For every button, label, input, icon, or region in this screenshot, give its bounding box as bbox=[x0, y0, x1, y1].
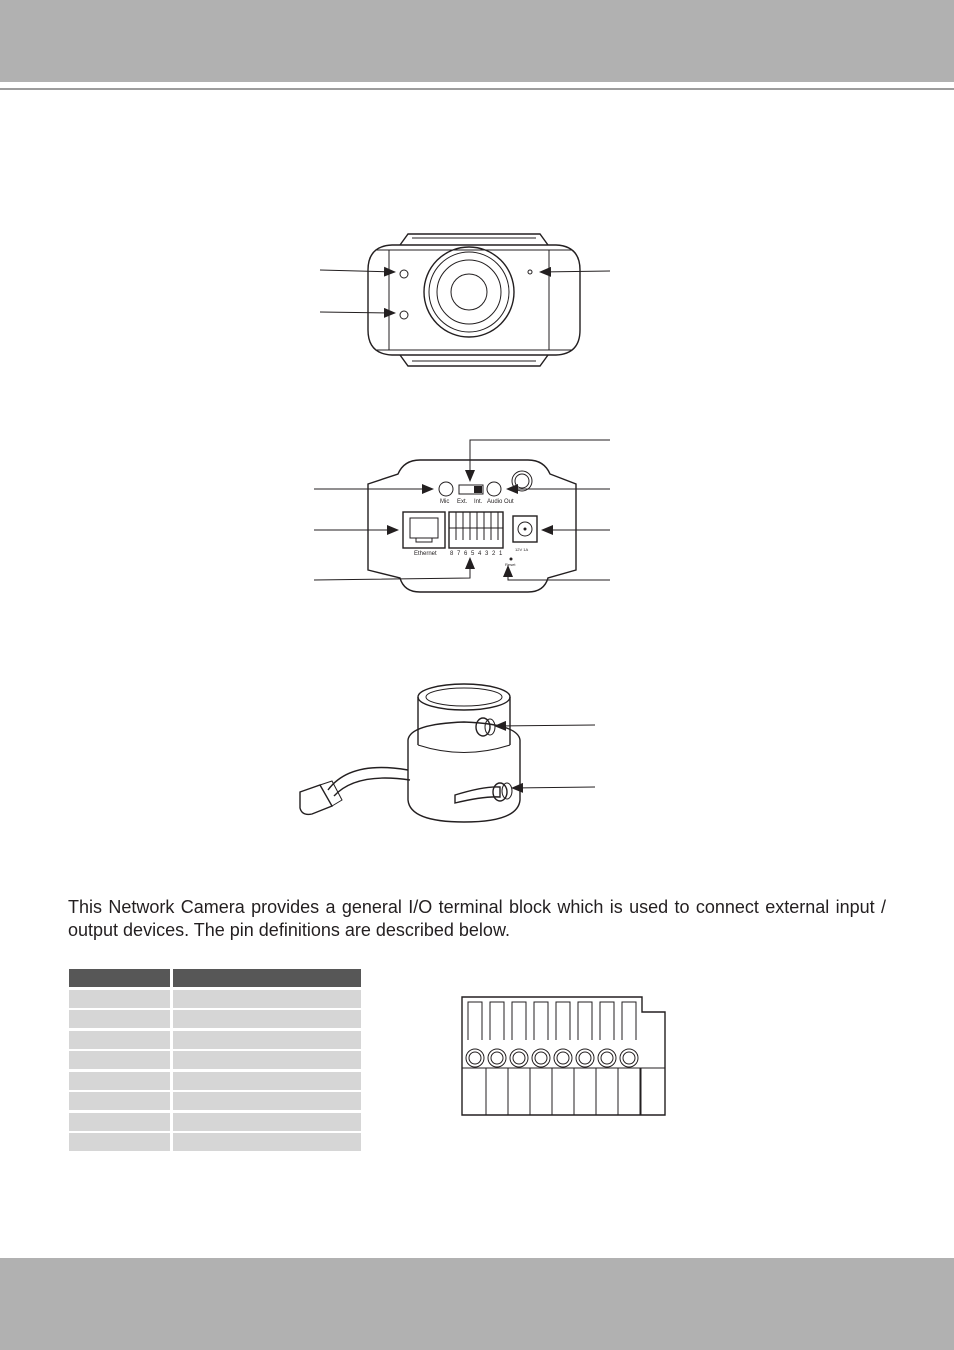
pin-cell bbox=[69, 1031, 170, 1049]
terminal-slot bbox=[508, 1002, 528, 1115]
pin-number-labels bbox=[450, 551, 503, 557]
pin-cell bbox=[69, 1072, 170, 1090]
terminal-slot bbox=[466, 1002, 484, 1067]
definition-cell bbox=[173, 1051, 361, 1069]
pin-number-label: 7 bbox=[457, 551, 461, 557]
definition-cell bbox=[173, 990, 361, 1008]
mic-label: Mic bbox=[440, 499, 450, 505]
pin-number-label: 2 bbox=[492, 551, 496, 557]
table-row bbox=[69, 1010, 361, 1028]
table-body bbox=[69, 990, 361, 1152]
ext-label: Ext. bbox=[457, 499, 468, 505]
ethernet-label: Ethernet bbox=[414, 551, 437, 557]
definition-cell bbox=[173, 1113, 361, 1131]
pin-cell bbox=[69, 1010, 170, 1028]
table-row bbox=[69, 1133, 361, 1151]
table-row bbox=[69, 990, 361, 1008]
table-row bbox=[69, 1092, 361, 1110]
definition-cell bbox=[173, 1133, 361, 1151]
audio-out-label-text: Audio Out bbox=[487, 499, 514, 505]
terminal-slot bbox=[486, 1002, 506, 1115]
header-rule bbox=[0, 88, 954, 90]
pin-cell bbox=[69, 1092, 170, 1110]
definition-cell bbox=[173, 1010, 361, 1028]
terminal-slot bbox=[530, 1002, 550, 1115]
terminal-slot bbox=[574, 1002, 594, 1115]
terminal-slots bbox=[466, 1002, 641, 1115]
table-row bbox=[69, 1051, 361, 1069]
table-row bbox=[69, 1031, 361, 1049]
definition-cell bbox=[173, 1031, 361, 1049]
pin-number-label: 5 bbox=[471, 551, 475, 557]
dc-label: 12V 1A bbox=[515, 547, 529, 552]
audio-out-label bbox=[487, 499, 514, 505]
header-band bbox=[0, 0, 954, 82]
pin-number-label: 4 bbox=[478, 551, 482, 557]
table-row bbox=[69, 1113, 361, 1131]
pin-definition-table bbox=[69, 969, 361, 1154]
pin-cell bbox=[69, 1113, 170, 1131]
pin-cell bbox=[69, 1133, 170, 1151]
pin-number-label: 3 bbox=[485, 551, 489, 557]
pin-number-label: 1 bbox=[499, 551, 503, 557]
pin-cell bbox=[69, 1051, 170, 1069]
int-label: Int. bbox=[474, 499, 483, 505]
pin-number-label: 8 bbox=[450, 551, 454, 557]
table-header-pin bbox=[69, 969, 170, 987]
table-header-definition bbox=[173, 969, 361, 987]
pin-number-label: 6 bbox=[464, 551, 468, 557]
table-row bbox=[69, 1072, 361, 1090]
terminal-slot bbox=[618, 1002, 638, 1115]
footer-band bbox=[0, 1258, 954, 1350]
table-header-row bbox=[69, 969, 361, 987]
terminal-slot bbox=[596, 1002, 616, 1115]
intro-paragraph: This Network Camera provides a general I/O terminal block which is used to connect external input / output devices. The pin definitions are described below. bbox=[68, 897, 886, 940]
pin-cell bbox=[69, 990, 170, 1008]
reset-label: Reset bbox=[505, 562, 516, 567]
definition-cell bbox=[173, 1072, 361, 1090]
terminal-slot bbox=[552, 1002, 572, 1115]
definition-cell bbox=[173, 1092, 361, 1110]
